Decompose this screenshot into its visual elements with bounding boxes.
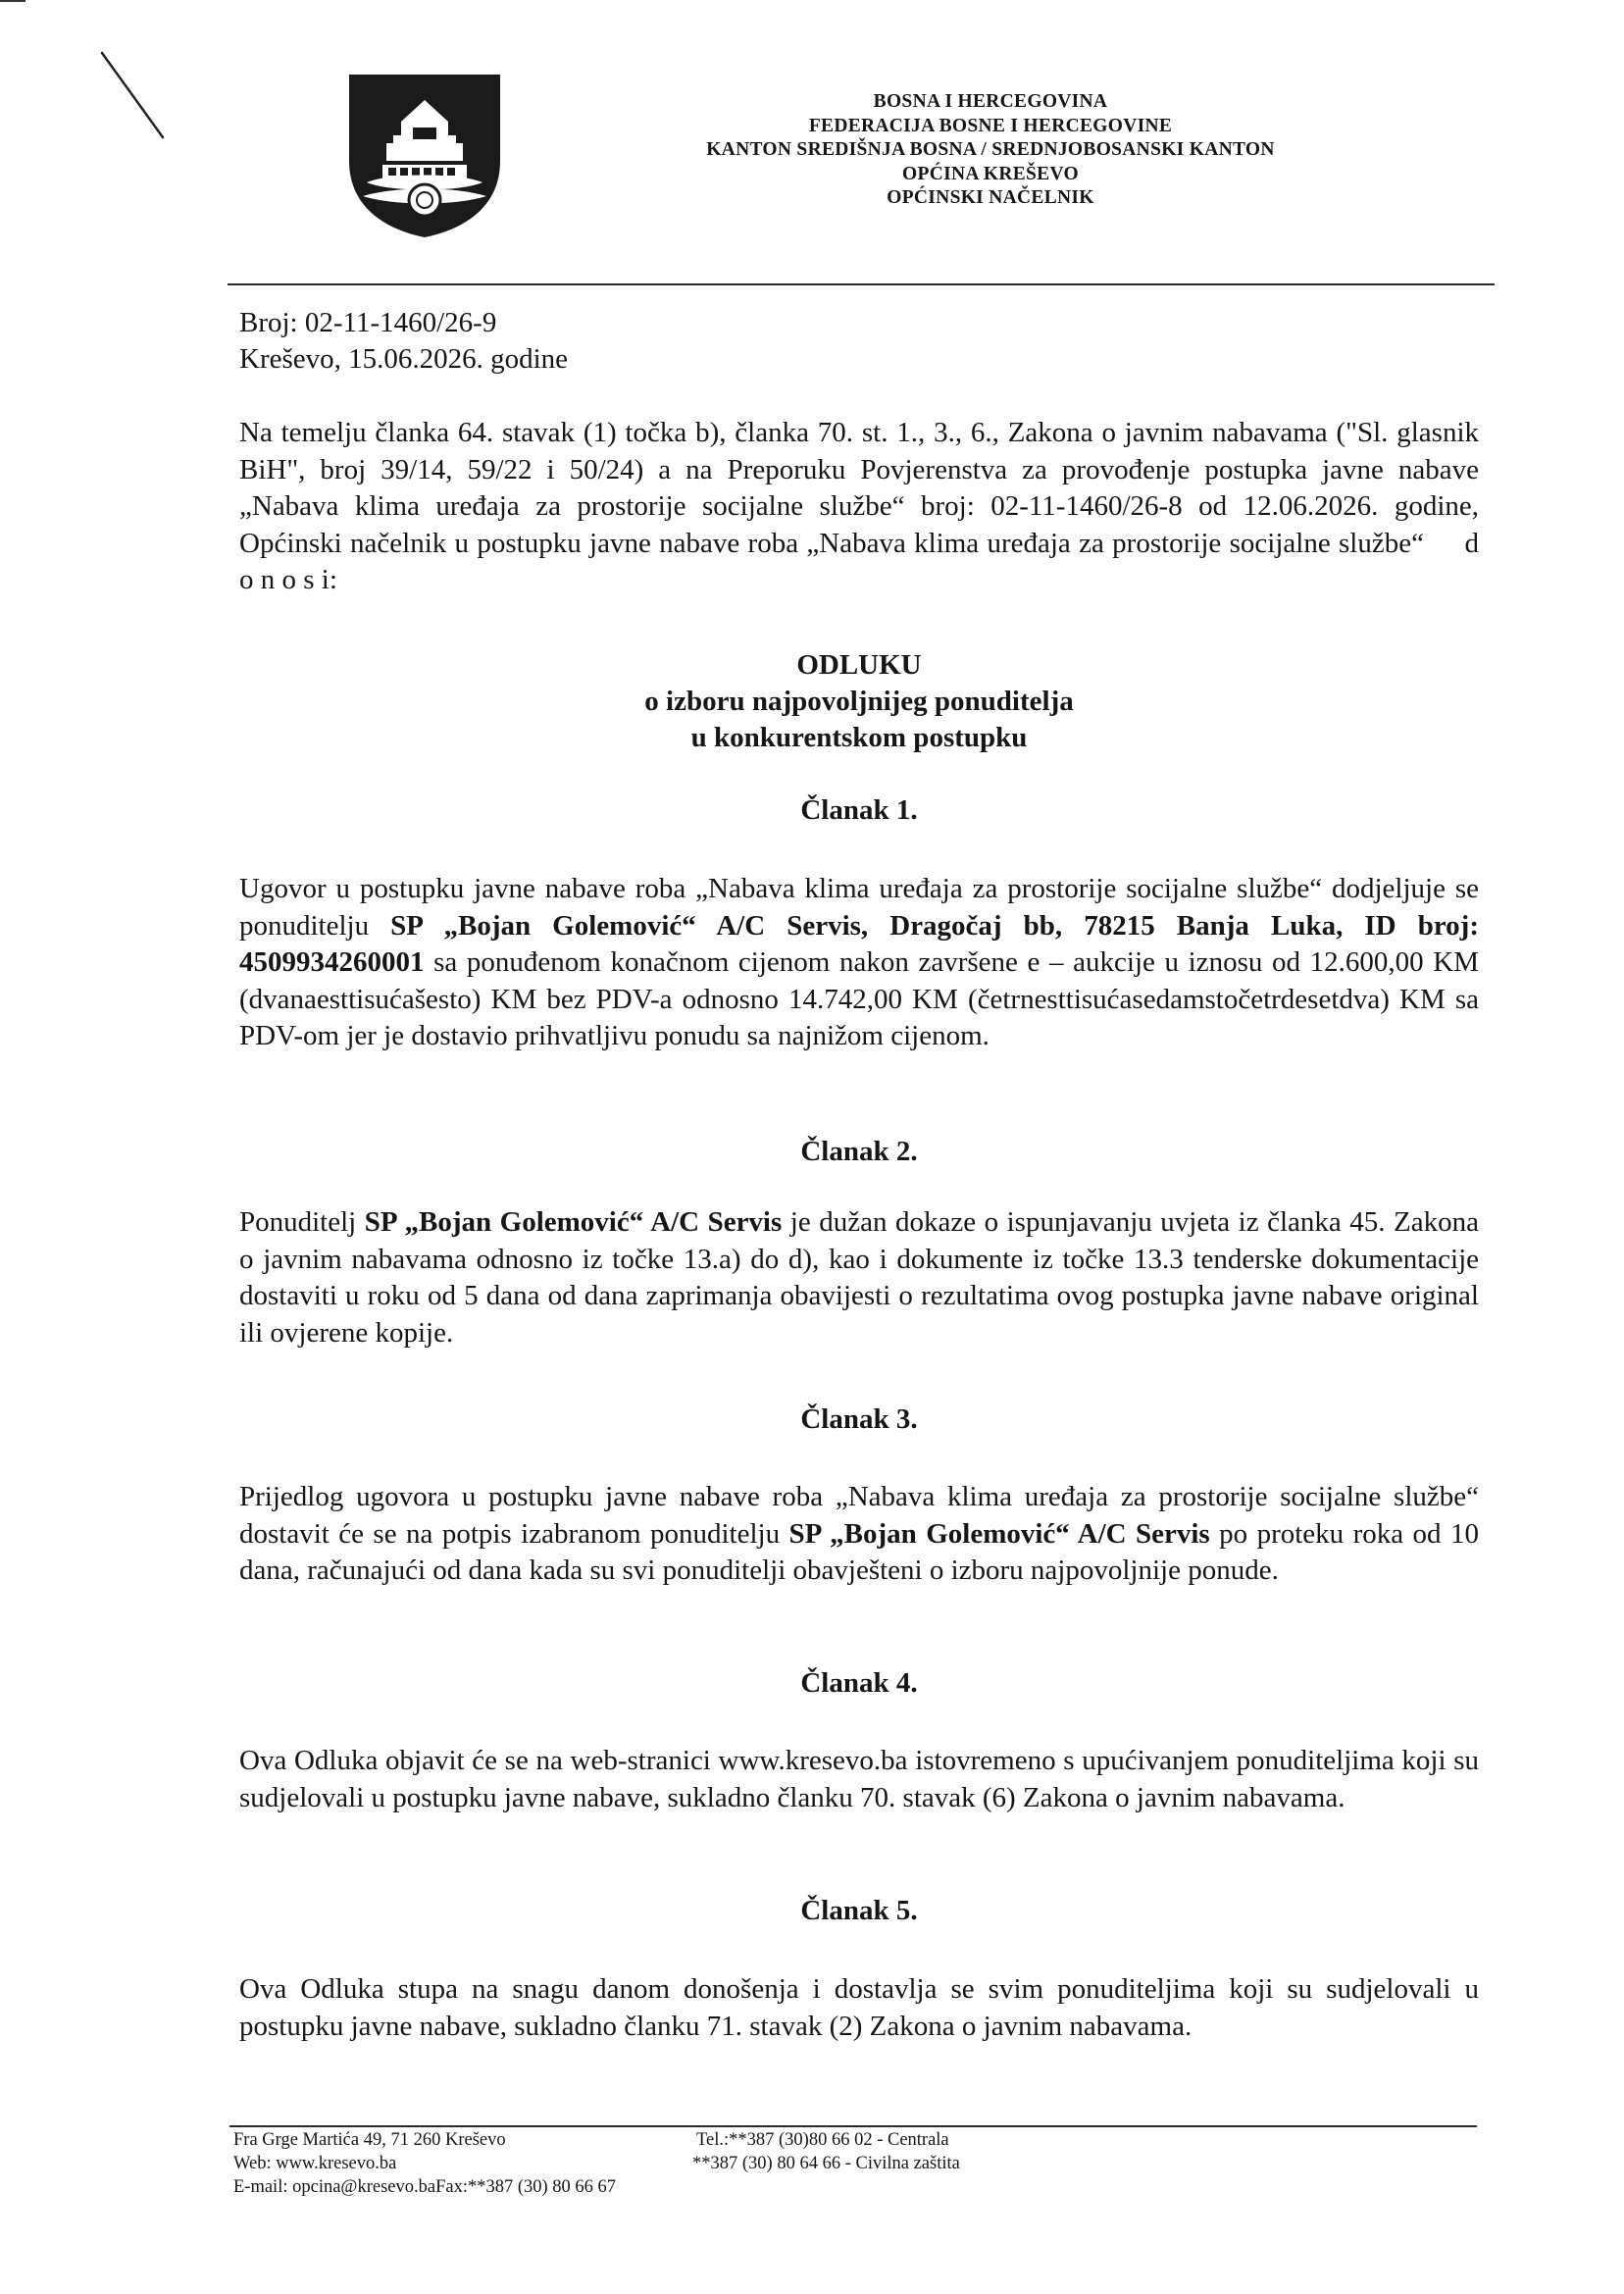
intro-donosi: d o n o s i:	[239, 527, 1479, 595]
scan-edge-mark	[0, 0, 25, 2]
pen-stroke-mark	[94, 47, 173, 145]
footer-contact-right	[692, 2128, 960, 2175]
document-meta	[239, 305, 568, 378]
article-5-heading: Članak 5.	[800, 1895, 918, 1926]
header-divider	[228, 283, 1495, 285]
decision-title-main: ODLUKU	[796, 649, 922, 681]
header-canton: KANTON SREDIŠNJA BOSNA / SREDNJOBOSANSKI KANTON	[706, 139, 1275, 160]
footer-divider	[229, 2125, 1477, 2127]
footer-contact-left	[233, 2128, 616, 2199]
municipality-coat-of-arms	[345, 71, 504, 239]
header-municipality: OPĆINA KREŠEVO	[902, 163, 1079, 184]
header-country: BOSNA I HERCEGOVINA	[873, 91, 1108, 112]
article-4-text: Ova Odluka objavit će se na web-stranici www.kresevo.ba istovremeno s upućivanjem ponuditeljima koji su sudjelovali u postupku javne nabave, sukladno članku 70. stavak (6) Zakona o javnim nabavama.	[239, 1745, 1479, 1813]
intro-paragraph	[239, 415, 1479, 599]
footer-email-fax: E-mail: opcina@kresevo.baFax:**387 (30) 80 66 67	[233, 2177, 617, 2197]
article-4-heading: Članak 4.	[800, 1667, 918, 1699]
intro-text: Na temelju članka 64. stavak (1) točka b), članka 70. st. 1., 3., 6., Zakona o javnim nabavama ("Sl. glasnik BiH", broj 39/14, 59/22 i 50/24) a na Preporuku Povjerenstva za provođenje postupka javne nabave „Nabava klima uređaja za prostorije socijalne službe“ broj: 02-11-1460/26-8 od 12.06.2026. godine, Općinski načelnik u postupku javne nabave roba „Nabava klima uređaja za prostorije socijalne službe“	[239, 417, 1479, 559]
article-3-bidder: SP „Bojan Golemović“ A/C Servis	[788, 1517, 1210, 1550]
article-1-bidder: SP „Bojan Golemović“ A/C Servis, Dragočaj bb, 78215 Banja Luka, ID broj: 4509934260001	[239, 909, 1479, 978]
footer-tel-civil: **387 (30) 80 64 66 - Civilna zaštita	[692, 2154, 960, 2173]
decision-title-sub2: u konkurentskom postupku	[690, 722, 1028, 753]
header-federation: FEDERACIJA BOSNE I HERCEGOVINE	[808, 115, 1173, 136]
decision-title	[239, 647, 1479, 756]
decision-title-sub1: o izboru najpovoljnijeg ponuditelja	[644, 686, 1074, 717]
article-2-bidder: SP „Bojan Golemović“ A/C Servis	[364, 1206, 783, 1238]
footer-address: Fra Grge Martića 49, 71 260 Kreševo	[233, 2130, 506, 2150]
article-3-text: Prijedlog ugovora u postupku javne nabave roba „Nabava klima uređaja za prostorije socijalne službe“ dostavit će se na potpis izabranom ponuditelju SP „Bojan Golemović“ A/C Servis po proteku roka od 10 dana, računajući od dana kada su svi ponuditelji obavješteni o izboru najpovoljnije ponude.	[239, 1481, 1479, 1586]
footer-tel-central: Tel.:**387 (30)80 66 02 - Centrala	[696, 2130, 949, 2150]
footer-web: Web: www.kresevo.ba	[233, 2154, 397, 2173]
document-number: Broj: 02-11-1460/26-9	[239, 307, 497, 338]
article-2-heading: Članak 2.	[800, 1136, 918, 1167]
document-place-date: Kreševo, 15.06.2026. godine	[239, 343, 569, 375]
article-1-heading: Članak 1.	[800, 794, 918, 826]
article-3-heading: Članak 3.	[800, 1403, 918, 1435]
article-2-text: Ponuditelj SP „Bojan Golemović“ A/C Servis je dužan dokaze o ispunjavanju uvjeta iz članka 45. Zakona o javnim nabavama odnosno iz točke 13.a) do d), kao i dokumente iz točke 13.3 tenderske dokumentacije dostaviti u roku od 5 dana od dana zaprimanja obavijesti o rezultatima ovog postupka javne nabave original ili ovjerene kopije.	[239, 1206, 1480, 1349]
institution-header	[647, 90, 1334, 211]
article-1-text: Ugovor u postupku javne nabave roba „Nabava klima uređaja za prostorije socijalne službe“ dodjeljuje se ponuditelju SP „Bojan Golemović“ A/C Servis, Dragočaj bb, 78215 Banja Luka, ID broj: 4509934260001 sa ponuđenom konačnom cijenom nakon završene e – aukcije u iznosu od 12.600,00 KM (dvanaesttisućašesto) KM bez PDV-a odnosno 14.742,00 KM (četrnesttisućasedamstočetrdesetdva) KM sa PDV-om jer je dostavio prihvatljivu ponudu sa najnižom cijenom.	[239, 873, 1479, 1051]
article-5-text: Ova Odluka stupa na snagu danom donošenja i dostavlja se svim ponuditeljima koji su sudjelovali u postupku javne nabave, sukladno članku 71. stavak (2) Zakona o javnim nabavama.	[239, 1973, 1479, 2042]
header-office: OPĆINSKI NAČELNIK	[887, 187, 1094, 208]
